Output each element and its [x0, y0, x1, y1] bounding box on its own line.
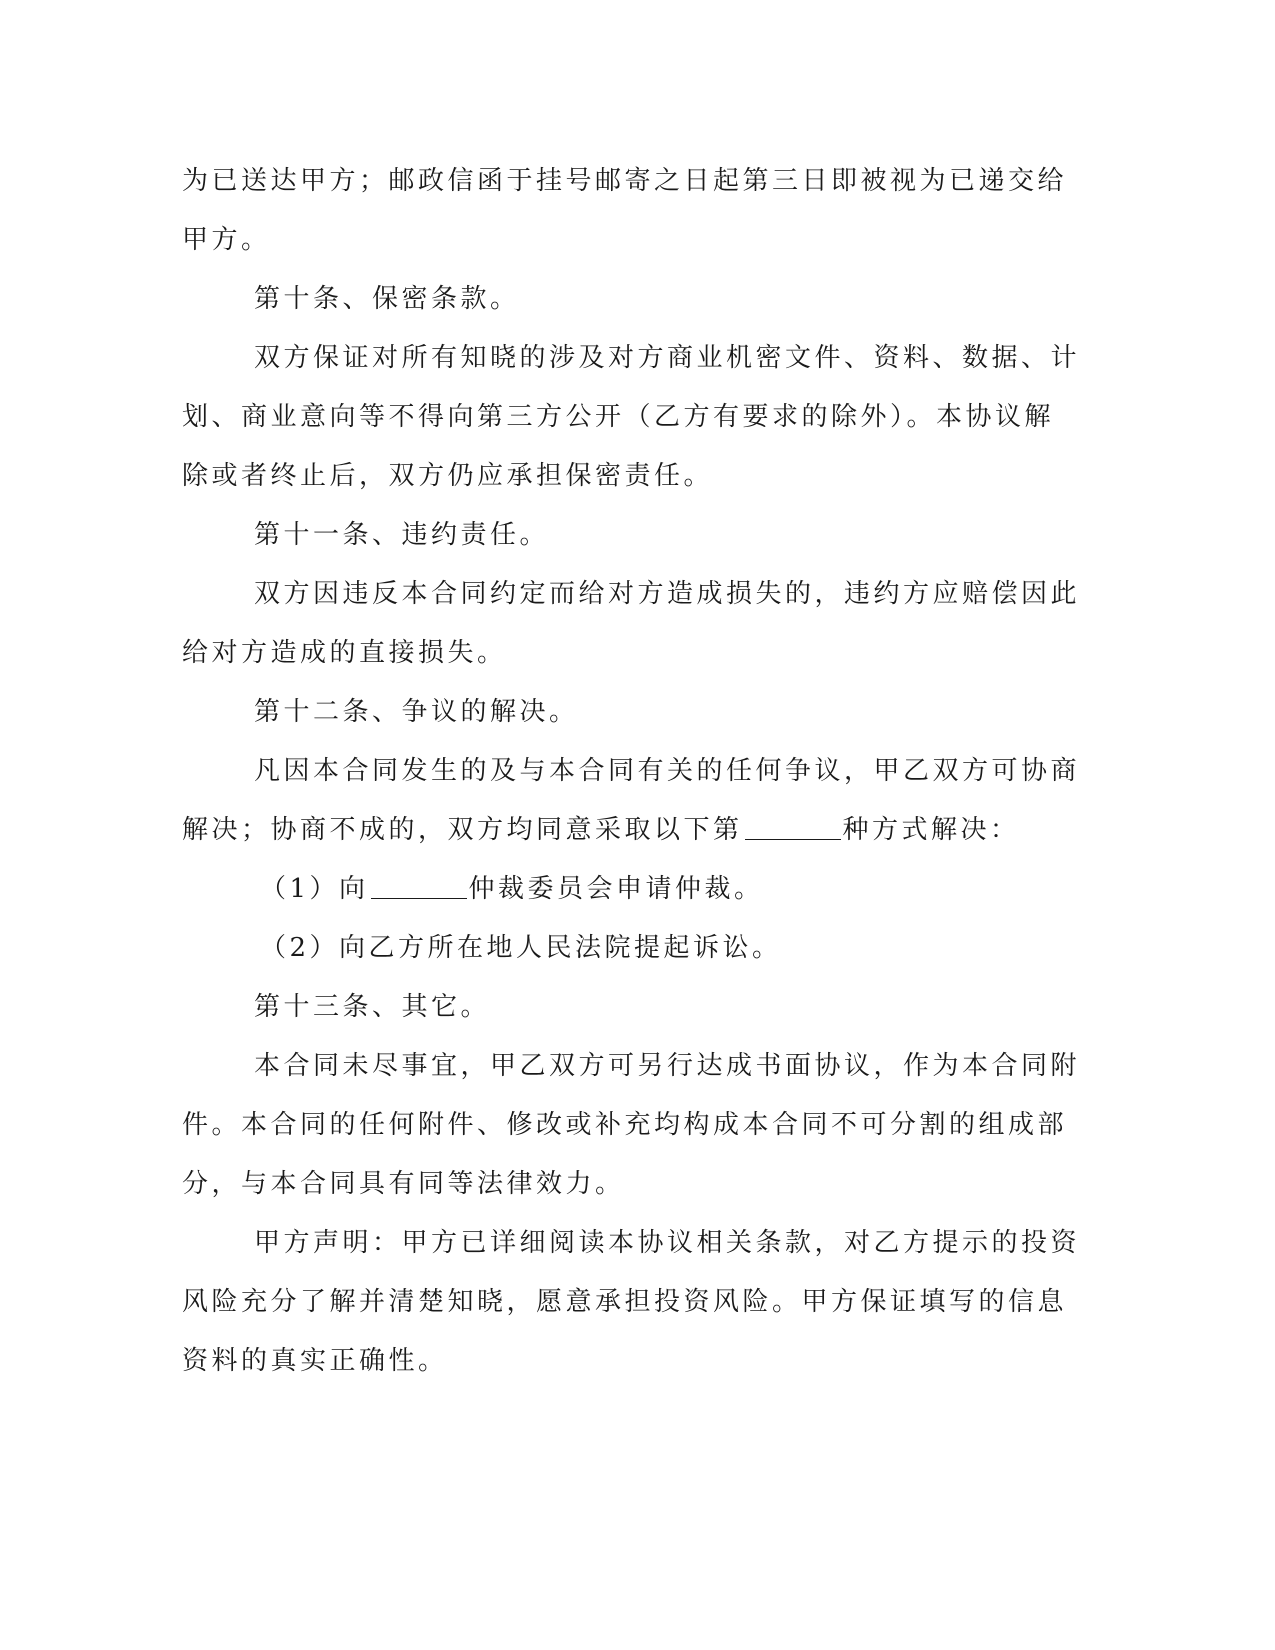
paragraph-line: 甲方。	[182, 225, 271, 255]
paragraph-line	[182, 801, 1032, 860]
arbitration-commission-blank	[371, 872, 467, 899]
article-10-heading: 第十条、保密条款。	[254, 284, 520, 314]
paragraph-line: 凡因本合同发生的及与本合同有关的任何争议，甲乙双方可协商	[254, 756, 1081, 786]
line-text: （1）向	[260, 874, 369, 904]
paragraph-line: 为已送达甲方；邮政信函于挂号邮寄之日起第三日即被视为已递交给	[182, 166, 1068, 196]
party-a-declaration: 甲方声明：甲方已详细阅读本协议相关条款，对乙方提示的投资	[254, 1228, 1081, 1258]
contract-body	[182, 152, 1081, 1391]
option-number-blank	[745, 813, 841, 840]
paragraph-line: 风险充分了解并清楚知晓，愿意承担投资风险。甲方保证填写的信息	[182, 1287, 1068, 1317]
paragraph-line: 给对方造成的直接损失。	[182, 638, 507, 668]
line-text: 种方式解决：	[842, 815, 1020, 845]
line-text: 仲裁委员会申请仲裁。	[468, 874, 764, 904]
article-13-heading: 第十三条、其它。	[254, 992, 491, 1022]
paragraph-line: 资料的真实正确性。	[182, 1346, 448, 1376]
dispute-option-2: （2）向乙方所在地人民法院提起诉讼。	[260, 933, 782, 963]
paragraph-line: 除或者终止后，双方仍应承担保密责任。	[182, 461, 714, 491]
paragraph-line: 划、商业意向等不得向第三方公开（乙方有要求的除外）。本协议解	[182, 402, 1055, 432]
dispute-option-1	[182, 860, 1032, 919]
paragraph-line: 双方因违反本合同约定而给对方造成损失的，违约方应赔偿因此	[254, 579, 1081, 609]
line-text: 解决；协商不成的，双方均同意采取以下第	[182, 815, 743, 845]
paragraph-line: 件。本合同的任何附件、修改或补充均构成本合同不可分割的组成部	[182, 1110, 1068, 1140]
article-12-heading: 第十二条、争议的解决。	[254, 697, 579, 727]
paragraph-line: 本合同未尽事宜，甲乙双方可另行达成书面协议，作为本合同附	[254, 1051, 1081, 1081]
paragraph-line: 分，与本合同具有同等法律效力。	[182, 1169, 625, 1199]
paragraph-line: 双方保证对所有知晓的涉及对方商业机密文件、资料、数据、计	[254, 343, 1081, 373]
article-11-heading: 第十一条、违约责任。	[254, 520, 550, 550]
